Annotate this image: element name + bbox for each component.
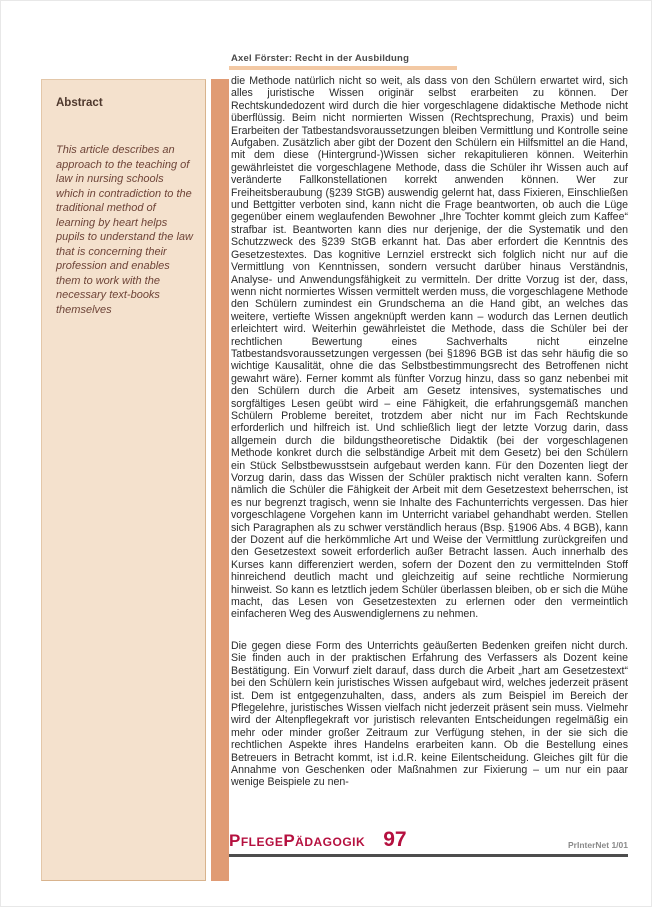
page-number: 97 [383,828,407,851]
body-paragraph-1: die Methode natürlich nicht so weit, als dass von den Schülern erwartet wird, sich alles juristische Wissen originär selbst erarbeiten zu können. Der Rechtskundedozent wird durch die hier vorgeschlagene didaktische Methode nicht überflüssig. Beim nicht normierten Wissen (Rechtsprechung, Praxis) und beim Erarbeiten der Tatbestandsvoraussetzungen bleiben Vermittlung und Kontrolle seine Aufgaben. Zusätzlich aber gibt der Dozent den Schülern ein Hilfsmittel an die Hand, mit dem diese (Hintergrund-)Wissen sicher rekapitulieren können. Weiterhin gewährleistet die vorgeschlagene Methode, dass die Schüler ihr Wissen auch auf veränderte Fallkonstellationen korrekt anwenden können. Wer zur Freiheitsberaubung (§239 StGB) auswendig gelernt hat, dass Fixieren, Einschließen und Bettgitter verboten sind, kann nicht die Frage beantworten, ob auch die Lüge gegenüber einem weglaufenden Bewohner „Ihre Tochter kommt gleich zum Kaffee“ strafbar ist. Beantworten kann dies nur derjenige, der die Systematik und den Schutzzweck des §239 StGB erkannt hat. Das aber erfordert die Kenntnis des Gesetzestextes. Das kognitive Lernziel erstreckt sich folglich nicht nur auf die Vermittlung von Kenntnissen, sondern versucht darüber hinaus Verständnis, Analyse- und Anwendungsfähigkeit zu vermitteln. Der dritte Vorzug ist der, dass, wenn nicht normiertes Wissen vermittelt werden muss, die vorgeschlagene Methode den Schülern zumindest ein Grundschema an die Hand gibt, an welches das weitere, vertiefte Wissen angeknüpft werden kann – wodurch das Lernen deutlich erleichtert wird. Weiterhin gewährleistet die Methode, dass die Schüler bei der rechtlichen Bewertung eines Sachverhalts nicht einzelne Tatbestandsvoraussetzungen vergessen (bei §1896 BGB ist das sehr häufig die so wichtige Kausalität, ohne die das Selbstbestimmungsrecht des Betroffenen nicht gewahrt wäre). Ferner kommt als fünfter Vorzug hinzu, dass so ganz nebenbei mit den Schülern durch die Arbeit am Gesetz intensives, systematisches und sorgfältiges Lesen geübt wird – eine Fähigkeit, die erfahrungsgemäß manchen Schülern Probleme bereitet, trotzdem aber nicht nur im Fach Rechtskunde erforderlich und hilfreich ist. Und schließlich liegt der letzte Vorzug darin, dass allgemein durch die bildungstheoretische Didaktik (bei der vorgeschlagenen Methode konkret durch die selbständige Arbeit mit dem Gesetz) bei den Schülern ein Stück Selbstbewusstsein aufgebaut werden kann. Für den Dozenten liegt der Vorzug darin, dass das Wissen der Schüler praktisch nicht veralten kann. Sofern nämlich die Schüler die Fähigkeit der Arbeit mit dem Gesetzestext beherrschen, ist es nur begrenzt tragisch, wenn sie Inhalte des Fachunterrichts vergessen. Das hier vorgeschlagene Vorgehen kann im Unterricht variabel gehandhabt werden. Stellen sich Paragraphen als zu schwer verständlich heraus (Bsp. §1906 Abs. 4 BGB), kann der Dozent auf die herkömmliche Art und Weise der Vermittlung zurückgreifen und den Gesetzestext soweit erforderlich außer Betracht lassen. Auch innerhalb des Kurses kann differenziert werden, sofern der Dozent den zu vermittelnden Stoff hinreichend deutlich macht und gleichzeitig auf seine rechtliche Normierung hinweist. So kann es letztlich jedem Schüler überlassen bleiben, ob er sich die Mühe macht, das Lesen von Gesetzestexten zu erlernen oder den vermeintlich einfacheren Weg des Auswendiglernens zu nehmen. [231,75,628,621]
journal-name: PflegePädagogik [229,831,366,850]
abstract-heading: Abstract [56,97,103,109]
accent-stripe [211,79,229,881]
running-header-underline [229,66,457,70]
page-footer [229,828,628,857]
article-body [231,75,628,789]
issue-label: PrInterNet 1/01 [568,840,628,850]
abstract-text: This article describes an approach to the teaching of law in nursing schools which in contradiction to the traditional method of learning by heart helps pupils to understand the law that is concerning their profession and enables them to work with the necessary text-books themselves [56,144,193,316]
body-paragraph-2: Die gegen diese Form des Unterrichts geäußerten Bedenken greifen nicht durch. Sie finden auch in der praktischen Erfahrung des Verfassers als Dozent keine Bestätigung. Ein Vorwurf zielt darauf, dass durch die Arbeit „hart am Gesetzestext“ bei den Schülern kein juristisches Wissen aufgebaut wird, welches jederzeit präsent ist. Dem ist entgegenzuhalten, dass, anders als zum Beispiel im Bereich der Pflegelehre, juristisches Wissen vielfach nicht jederzeit präsent sein muss. Vielmehr wird der Altenpflegekraft vor juristisch relevanten Entscheidungen regelmäßig ein mehr oder minder großer Zeitraum zur Verfügung stehen, in der sie sich die rechtlichen Aspekte ihres Handelns erarbeiten kann. Ob die Bestellung eines Betreuers in Betracht kommt, ist i.d.R. keine Eilentscheidung. Gleiches gilt für die Annahme von Geschenken oder Maßnahmen zur Fixierung – um nur ein paar wenige Beispiele zu nen- [231,639,628,789]
abstract-box [41,79,206,881]
running-header: Axel Förster: Recht in der Ausbildung [231,53,410,64]
footer-rule [229,854,628,857]
